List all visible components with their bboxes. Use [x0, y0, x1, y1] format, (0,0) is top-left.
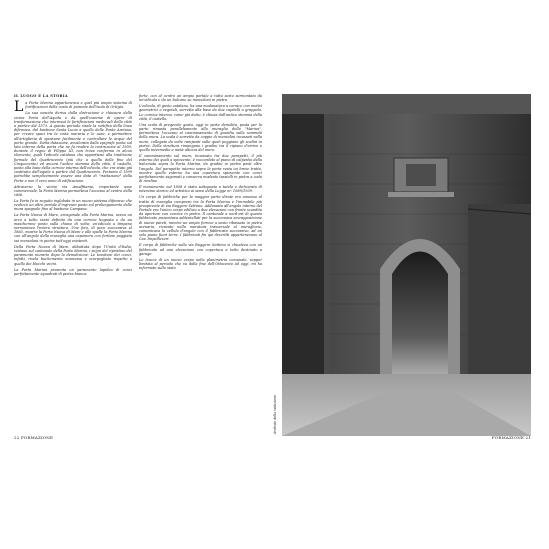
paragraph: Attraverso la vicina via Amalfitania, importante asse commerciale, la Porta Marina permetteva l'accesso al centro della città.: [14, 184, 132, 198]
paragraph: L'edicola, di gusto catalano, ha una modanatura a cornice con motivi geometrici e vegetali, sorretta alla base da due capitelli a grappolo. Le cornice interna, come già detto, è chiusa dall'antico stemma della città, il castello.: [139, 104, 262, 121]
paragraph: La Porta Nuova di Mare, arcagonale alla Porta Marina, aveva un arco a tutto sesto definito da una cornice bugnata e da un mascherone posto sulla chiave di volta; un'edicola a timpano sormontava l'intera struttura. Una foto, di poco successiva al 1865, mostra la Porta Nuova di Mare e alle spalle la Porta Marina con all'angolo della muraglia una caponiera con feritoie poggiata sui mensoloni in pietra tutt'oggi esistenti.: [14, 213, 132, 243]
paragraph: Le tracce di un nuovo corpo nella planimetria comunale, seppur limitata al periodo che va dalla fine dell'Ottocento ad oggi, mi ha informato sullo stato: [139, 257, 262, 271]
gate-photograph: [282, 94, 531, 436]
text-column-right: [139, 94, 262, 272]
dropcap: L: [14, 99, 24, 116]
section-heading: IL LUOGO E LA STORIA: [14, 94, 68, 98]
paragraph: Della Porta Nuova di Mare, abbattuta dopo l'Unità d'Italia, restano sul cantonale della Porta Marina, i segni del ripristino del paramento murario dopo la demolizione. Le tessiture dei conci, infatti, rivela buchemente scomessa e scorpogliato rispetto a quello dei blocchi vicini.: [14, 244, 132, 266]
photo-caption: Archivio della redazione: [273, 394, 277, 434]
paragraph: La Porta fu in seguito inglobata in un nuovo sistema difensivo che realizzò un altro portale d'ingresso posto sul prolungamento delle mura spagnole fino al bastione Campana.: [14, 199, 132, 212]
text-column-left: [14, 94, 132, 278]
page-number-left: 22 FORMAZIONE: [14, 435, 54, 440]
paragraph: La Porta Marina appartenenza e quel più ampio sistema di fortificazioni della costa di ponente dell'isola di Ortigia.: [14, 99, 132, 116]
paragraph: Una scala di pregevole gusto, oggi in parte demolita, posta per la parte rimasta parallelamente alla muraglia della "Marina", permetteva l'accesso al camminamento di guardia sulla sommità della mura. La scala è sorretta da coppie di mensolini incassati nella muro, collegate da volte rampanti sulle quali poggiano gli scalini in pietra. Della struttura rimangono i gradini tra il ripiano d'arrivo e quello intermedio a metà altezza del muro.: [139, 122, 262, 153]
page-number-right: FORMAZIONE 21: [491, 435, 531, 440]
paragraph: forte, con al centro un ampio portale a tutto sesto sormontato da un'edicola e da un balcone su mensoloni in pietra.: [139, 94, 262, 103]
magazine-spread: [5, 84, 543, 446]
paragraph: Il corpo di fabbriche sulla via Ruggero Settimo si chiudeva con un fabbricato ad una elevazione con copertura a tetto destinato a garage.: [139, 243, 262, 256]
paragraph: Un corpo di fabbriche per la maggior parte dirute era annesso al tratto di muraglia compreso tra la Porta Marina e l'immobile più prospicente di via Ruggero Settimo. Addossata all'angolo interno del Portale era l'unico corpo edilizio a due elevazioni con fronte scandita da aperture con cornice in pietra. Il cantonale a nord-est di questo fabbricato presentava addentellati per la successiva sovrapposizione di nuove pareti, mentre un ampio fornice a sesto ribassato in pietra arenaria, ricavato nella muratura trasversale al muraglione, comunicava la cellula d'angolo con il fabbricato successivo, ad un solo piano fuori terra. I fabbricati fin qui descritti appartenevano al Cav. Impellizzeri.: [139, 195, 262, 242]
paragraph: Il camminamento sul muro, incassato tra due parapetti, il più esterno dei quali a spiovente, è raccordato al piano di calpestio della balconata sopra la Porta Marina, da gradini in pietra posti oltre l'angolo. Del parapetto interno sopra la porta resta un breve tratto, mentre quello esterno ha una copertura spiovente con conci perfettamente sagomati e conserva modeste tassielli in pietra a coda di rondine.: [139, 154, 262, 184]
paragraph: La Porta Marina presenta un paramento lapideo di conci perfettamente squadrati di pietra bianca: [14, 267, 132, 276]
paragraph: La sua nascita deriva dalla distruzione e chiusura della vicina Porta dell'Aquila e da quell'insieme di opere di trasformazione che interessò le fortificazioni medievali della città a partire dal 1573. A questo periodo risale la rettifica della linea difensiva, dal bastione Santa Lucia a quello delle Fonte Aretusa, per creare spazi tra la cinta muraria e le case, e permettere all'artiglieria di spostarsi facilmente e controllare le acque del porto grande. Detta datazione, avvalorata dalla epigrafe posta sul lato interno della porta che ne fa risalire la costruzione al 1599, durante il regno di Filippo III, non trova conferma in alcun elemento, quali l'edicola catalana che appartiene alla tradizione formale del Quattrocento (più che a quella della fine del Cinquecento) ed ancora l'antico stemma della città, il castello, posto alla base della cornice interna dell'edicola, che era stato già costituito dall'aquila a partire dal Quattrocento. Pertanto il 1599 potrebbe semplicemente essere una data di "riattazione" della Porta e non il vero anno di edificazione.: [14, 111, 132, 183]
paragraph: Il monumento nel 1858 è stato sottoposto a tutela e dichiarato di interesse storico ed artistico ai sensi della Legge nr. 1089/1939.: [139, 185, 262, 194]
